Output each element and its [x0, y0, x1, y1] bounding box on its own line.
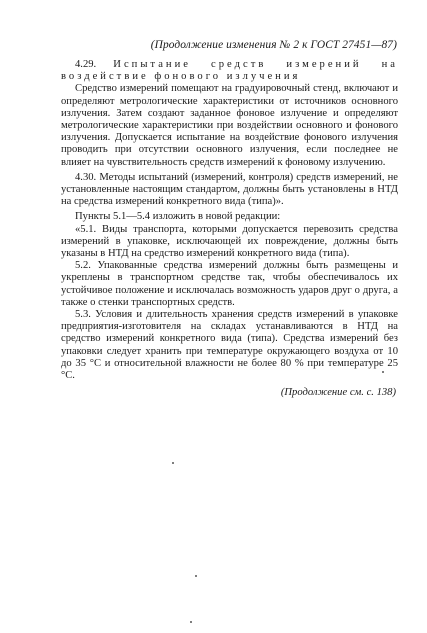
- document-body: [61, 59, 398, 399]
- paragraph-intro: Пункты 5.1—5.4 изложить в новой редакции:: [75, 211, 281, 223]
- scan-speck: [382, 371, 384, 373]
- scan-speck: [172, 462, 174, 464]
- section-5-3: 5.3. Условия и длительность хранения средств измерений в упаковке предприятия-изготовителя на складах устанавливаются в НТД на средство измерений конкретного вида (типа). Средства измерений без упаковки следует хранить при температуре окружающего воздуха от 10 до 35 °С и относительной влажности не более 80 % при температуре 25 °С.: [61, 309, 398, 382]
- section-4-29-body: Средство измерений помещают на градуировочный стенд, включают и определяют метрологические характеристики от источников основного излучения. Затем создают заданное фоновое излучение и определяют метрологические характеристики при воздействии основного и фонового излучения. Допускается испытание на воздействие фонового излучения проводить при отсутствии основного излучения, если последнее не влияет на чувствительность средств измерений к фоновому излучению.: [61, 83, 398, 168]
- page-header: (Продолжение изменения № 2 к ГОСТ 27451—87): [150, 39, 397, 51]
- scan-speck: [195, 575, 197, 577]
- continuation-note: (Продолжение см. с. 138): [280, 387, 396, 399]
- scan-speck: [190, 621, 192, 623]
- section-4-30: 4.30. Методы испытаний (измерений, контроля) средств измерений, не установленные настоящим стандартом, должны быть установлены в НТД на средства измерений конкретного вида (типа)».: [61, 171, 398, 208]
- section-5-2: 5.2. Упакованные средства измерений должны быть размещены и укреплены в транспортном средстве так, чтобы обеспечивалось их устойчивое положение и исключалась возможность ударов друг о друга, а также о стенки транспортных средств.: [61, 260, 398, 308]
- section-5-1: «5.1. Виды транспорта, которыми допускается перевозить средства измерений в упаковке, исключающей их повреждение, должны быть указаны в НТД на средство измерений конкретного вида (типа).: [61, 223, 398, 260]
- section-4-29-heading: [61, 59, 398, 83]
- section-4-29-number: 4.29.: [75, 59, 97, 70]
- section-4-29-title: Испытание средств измерений на воздействие фонового излучения: [61, 59, 399, 83]
